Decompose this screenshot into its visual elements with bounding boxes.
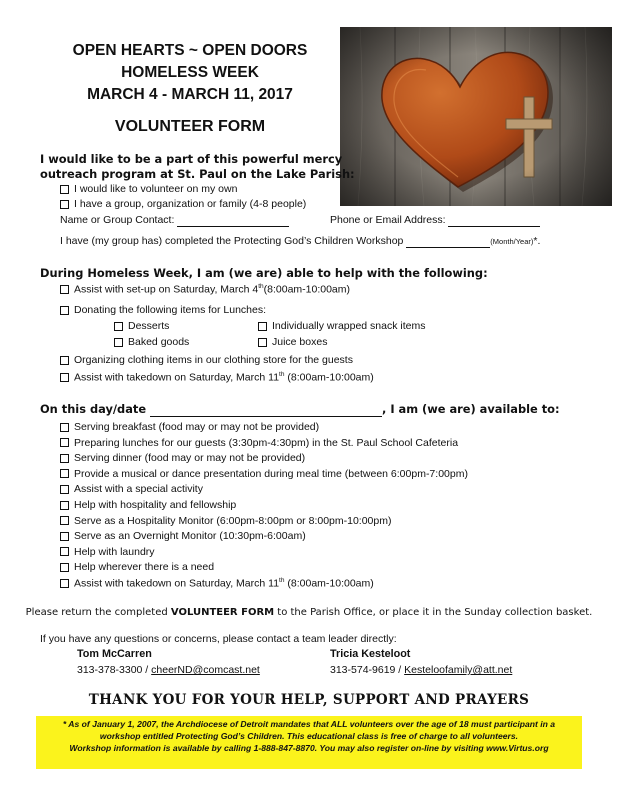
email-link-right[interactable]: Kesteloofamily@att.net (404, 664, 513, 676)
option-label: Serve as a Hospitality Monitor (6:00pm-8:00pm or 8:00pm-10:00pm) (74, 514, 392, 527)
option-label: Preparing lunches for our guests (3:30pm-4:30pm) in the St. Paul School Cafeteria (74, 436, 459, 449)
workshop-date-field[interactable] (406, 235, 490, 248)
form-title: VOLUNTEER FORM (114, 118, 266, 135)
intro-heading-line-1: I would like to be a part of this powerful mercy (40, 152, 343, 166)
day-option-item[interactable] (60, 468, 468, 480)
footer-line-3: Workshop information is available by calling 1-888-847-8870. You may also register on-line by visiting www.Virtus.org (69, 743, 549, 753)
day-option-item[interactable] (60, 561, 214, 573)
option-label: Assist with takedown on Saturday, March 11th (8:00am-10:00am) (74, 577, 374, 590)
checkbox[interactable] (60, 579, 69, 588)
checkbox[interactable] (60, 532, 69, 541)
option-takedown-day[interactable] (60, 577, 374, 590)
option-label: Juice boxes (272, 336, 328, 348)
checkbox[interactable] (60, 516, 69, 525)
checkbox[interactable] (60, 423, 69, 432)
email-link-left[interactable]: cheerND@comcast.net (151, 664, 260, 676)
contact-info-right: 313-574-9619 / Kesteloofamily@att.net (330, 664, 513, 676)
return-note-bold: VOLUNTEER FORM (170, 607, 275, 618)
workshop-suffix: (Month/Year) (490, 237, 534, 246)
checkbox[interactable] (60, 306, 69, 315)
option-label: Assist with set-up on Saturday, March 4th(8:00am-10:00am) (74, 283, 351, 296)
checkbox[interactable] (60, 438, 69, 447)
option-label: Desserts (128, 320, 170, 332)
contact-name-left: Tom McCarren (77, 648, 152, 660)
option-label: Serve as an Overnight Monitor (10:30pm-6:00am) (74, 530, 306, 543)
day-option-item[interactable] (60, 421, 319, 433)
option-label: Help wherever there is a need (74, 561, 215, 574)
day-option-item[interactable] (60, 437, 458, 449)
day-option-item[interactable] (60, 499, 236, 511)
contact-name-right: Tricia Kesteloot (330, 648, 411, 660)
option-clothing[interactable] (60, 354, 353, 366)
option-snack-items[interactable] (258, 320, 426, 332)
workshop-star: *. (533, 235, 541, 247)
checkbox[interactable] (60, 547, 69, 556)
day-heading: On this day/date , I am (we are) available to: (40, 402, 560, 416)
checkbox[interactable] (60, 200, 69, 209)
name-field[interactable] (177, 214, 289, 227)
option-label: Individually wrapped snack items (272, 320, 426, 332)
option-label: Assist with takedown on Saturday, March 11th (8:00am-10:00am) (74, 371, 374, 384)
day-option-item[interactable] (60, 483, 203, 495)
option-group[interactable] (60, 198, 306, 210)
checkbox[interactable] (60, 285, 69, 294)
header-line-2: HOMELESS WEEK (121, 64, 259, 81)
option-juice-boxes[interactable] (258, 336, 327, 348)
phone-field[interactable] (448, 214, 540, 227)
footer-line-2: workshop entitled Protecting God’s Children. This educational class is free of charge to all volunteers. (99, 731, 519, 741)
checkbox[interactable] (258, 322, 267, 331)
option-label: I have a group, organization or family (4-8 people) (74, 198, 307, 210)
day-option-item[interactable] (60, 515, 391, 527)
option-label: Help with hospitality and fellowship (74, 499, 237, 511)
phone-field-row (330, 214, 540, 227)
option-label: I would like to volunteer on my own (74, 183, 238, 195)
contacts-intro: If you have any questions or concerns, please contact a team leader directly: (40, 633, 397, 645)
checkbox[interactable] (114, 338, 123, 347)
name-field-row (60, 214, 289, 227)
option-label: Assist with a special activity (74, 483, 203, 496)
option-label: Help with laundry (74, 545, 155, 558)
checkbox[interactable] (60, 373, 69, 382)
option-takedown-week[interactable] (60, 371, 374, 384)
option-setup[interactable] (60, 283, 350, 296)
option-label: Provide a musical or dance presentation during meal time (between 6:00pm-7:00pm) (74, 467, 468, 480)
checkbox[interactable] (60, 185, 69, 194)
return-note: Please return the completed VOLUNTEER FORM to the Parish Office, or place it in the Sunday collection basket. (25, 607, 593, 618)
checkbox[interactable] (258, 338, 267, 347)
heart-cross-icon (340, 27, 612, 206)
option-label: Serving breakfast (food may or may not be provided) (74, 421, 320, 433)
option-baked-goods[interactable] (114, 336, 189, 348)
checkbox[interactable] (60, 469, 69, 478)
date-field[interactable] (150, 402, 382, 417)
contact-info-left: 313-378-3300 / cheerND@comcast.net (77, 664, 260, 676)
option-label: Baked goods (128, 336, 190, 348)
checkbox[interactable] (114, 322, 123, 331)
checkbox[interactable] (60, 485, 69, 494)
option-label: Donating the following items for Lunches: (74, 304, 267, 316)
checkbox[interactable] (60, 501, 69, 510)
footer-line-1: * As of January 1, 2007, the Archdiocese of Detroit mandates that ALL volunteers over the age of 18 must participant in a (62, 719, 556, 729)
footer-notice (36, 716, 582, 769)
day-option-item[interactable] (60, 546, 155, 558)
workshop-row (60, 235, 540, 248)
day-option-item[interactable] (60, 530, 306, 542)
week-heading: During Homeless Week, I am (we are) able to help with the following: (40, 266, 488, 280)
checkbox[interactable] (60, 356, 69, 365)
option-label: Serving dinner (food may or may not be provided) (74, 452, 306, 465)
day-option-item[interactable] (60, 452, 305, 464)
option-volunteer-own[interactable] (60, 183, 237, 195)
checkbox[interactable] (60, 454, 69, 463)
workshop-label: I have (my group has) completed the Protecting God’s Children Workshop (60, 235, 404, 247)
header-line-1: OPEN HEARTS ~ OPEN DOORS (72, 42, 308, 59)
option-label: Organizing clothing items in our clothing store for the guests (74, 354, 353, 366)
phone-label: Phone or Email Address: (330, 214, 446, 226)
wooden-heart-cross-image (340, 27, 612, 206)
option-donating[interactable] (60, 304, 266, 316)
option-desserts[interactable] (114, 320, 169, 332)
checkbox[interactable] (60, 563, 69, 572)
name-label: Name or Group Contact: (60, 214, 175, 226)
intro-heading-line-2: outreach program at St. Paul on the Lake Parish: (40, 167, 355, 181)
thanks-banner: THANK YOU FOR YOUR HELP, SUPPORT AND PRAYERS (88, 692, 530, 708)
header-line-3: MARCH 4 - MARCH 11, 2017 (87, 86, 293, 103)
